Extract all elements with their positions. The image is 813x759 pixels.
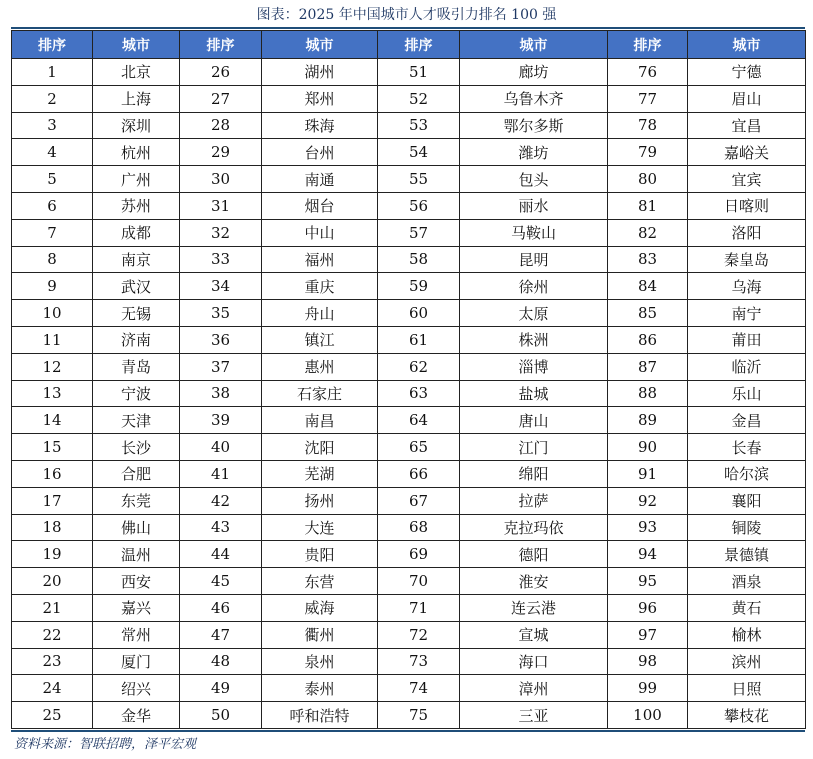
- city-cell: 哈尔滨: [688, 460, 806, 487]
- city-cell: 临沂: [688, 353, 806, 380]
- city-cell: 盐城: [460, 380, 608, 407]
- rank-cell: 35: [180, 300, 262, 327]
- header-city: 城市: [93, 31, 180, 59]
- table-row: [12, 702, 806, 729]
- city-cell: 南通: [262, 166, 378, 193]
- city-cell: 太原: [460, 300, 608, 327]
- header-city: 城市: [460, 31, 608, 59]
- rank-cell: 77: [608, 85, 688, 112]
- city-cell: 包头: [460, 166, 608, 193]
- rank-cell: 60: [378, 300, 460, 327]
- city-cell: 镇江: [262, 326, 378, 353]
- city-cell: 昆明: [460, 246, 608, 273]
- city-cell: 克拉玛依: [460, 514, 608, 541]
- city-cell: 青岛: [93, 353, 180, 380]
- rank-cell: 99: [608, 675, 688, 702]
- city-cell: 台州: [262, 139, 378, 166]
- city-cell: 温州: [93, 541, 180, 568]
- city-cell: 马鞍山: [460, 219, 608, 246]
- rank-cell: 84: [608, 273, 688, 300]
- rank-cell: 52: [378, 85, 460, 112]
- rank-cell: 24: [12, 675, 93, 702]
- rank-cell: 83: [608, 246, 688, 273]
- rank-cell: 91: [608, 460, 688, 487]
- rank-cell: 33: [180, 246, 262, 273]
- city-cell: 呼和浩特: [262, 702, 378, 729]
- table-row: [12, 246, 806, 273]
- table-row: [12, 434, 806, 461]
- city-cell: 淄博: [460, 353, 608, 380]
- city-cell: 杭州: [93, 139, 180, 166]
- table-row: [12, 460, 806, 487]
- city-cell: 石家庄: [262, 380, 378, 407]
- rank-cell: 42: [180, 487, 262, 514]
- rank-cell: 63: [378, 380, 460, 407]
- rank-cell: 55: [378, 166, 460, 193]
- city-cell: 江门: [460, 434, 608, 461]
- rank-cell: 50: [180, 702, 262, 729]
- table-row: [12, 407, 806, 434]
- rank-cell: 86: [608, 326, 688, 353]
- rank-cell: 37: [180, 353, 262, 380]
- rank-cell: 46: [180, 594, 262, 621]
- rank-cell: 74: [378, 675, 460, 702]
- city-cell: 宜宾: [688, 166, 806, 193]
- rank-cell: 26: [180, 59, 262, 86]
- bottom-rule: [11, 730, 805, 732]
- rank-cell: 73: [378, 648, 460, 675]
- rank-cell: 53: [378, 112, 460, 139]
- rank-cell: 89: [608, 407, 688, 434]
- rank-cell: 39: [180, 407, 262, 434]
- city-cell: 沈阳: [262, 434, 378, 461]
- rank-cell: 71: [378, 594, 460, 621]
- rank-cell: 88: [608, 380, 688, 407]
- rank-cell: 82: [608, 219, 688, 246]
- table-body: [12, 59, 806, 729]
- rank-cell: 9: [12, 273, 93, 300]
- rank-cell: 78: [608, 112, 688, 139]
- city-cell: 长沙: [93, 434, 180, 461]
- rank-cell: 79: [608, 139, 688, 166]
- table-row: [12, 85, 806, 112]
- rank-cell: 34: [180, 273, 262, 300]
- city-cell: 无锡: [93, 300, 180, 327]
- rank-cell: 40: [180, 434, 262, 461]
- table-row: [12, 139, 806, 166]
- city-cell: 秦皇岛: [688, 246, 806, 273]
- rank-cell: 94: [608, 541, 688, 568]
- rank-cell: 29: [180, 139, 262, 166]
- rank-cell: 15: [12, 434, 93, 461]
- rank-cell: 27: [180, 85, 262, 112]
- city-cell: 泉州: [262, 648, 378, 675]
- city-cell: 贵阳: [262, 541, 378, 568]
- rank-cell: 69: [378, 541, 460, 568]
- rank-cell: 80: [608, 166, 688, 193]
- rank-cell: 65: [378, 434, 460, 461]
- city-cell: 常州: [93, 621, 180, 648]
- rank-cell: 87: [608, 353, 688, 380]
- city-cell: 扬州: [262, 487, 378, 514]
- table-row: [12, 353, 806, 380]
- rank-cell: 67: [378, 487, 460, 514]
- rank-cell: 96: [608, 594, 688, 621]
- city-cell: 海口: [460, 648, 608, 675]
- city-cell: 绍兴: [93, 675, 180, 702]
- table-row: [12, 59, 806, 86]
- city-cell: 北京: [93, 59, 180, 86]
- city-cell: 威海: [262, 594, 378, 621]
- rank-cell: 76: [608, 59, 688, 86]
- city-cell: 厦门: [93, 648, 180, 675]
- city-cell: 西安: [93, 568, 180, 595]
- city-cell: 深圳: [93, 112, 180, 139]
- city-cell: 南昌: [262, 407, 378, 434]
- city-cell: 鄂尔多斯: [460, 112, 608, 139]
- table-title: 图表：2025 年中国城市人才吸引力排名 100 强: [256, 7, 557, 23]
- rank-cell: 30: [180, 166, 262, 193]
- city-cell: 珠海: [262, 112, 378, 139]
- rank-cell: 10: [12, 300, 93, 327]
- city-cell: 南宁: [688, 300, 806, 327]
- city-cell: 芜湖: [262, 460, 378, 487]
- rank-cell: 56: [378, 192, 460, 219]
- city-cell: 漳州: [460, 675, 608, 702]
- rank-cell: 38: [180, 380, 262, 407]
- city-cell: 济南: [93, 326, 180, 353]
- city-cell: 连云港: [460, 594, 608, 621]
- city-cell: 榆林: [688, 621, 806, 648]
- table-row: [12, 192, 806, 219]
- rank-cell: 59: [378, 273, 460, 300]
- rank-cell: 95: [608, 568, 688, 595]
- city-cell: 大连: [262, 514, 378, 541]
- city-cell: 惠州: [262, 353, 378, 380]
- city-cell: 东莞: [93, 487, 180, 514]
- city-cell: 武汉: [93, 273, 180, 300]
- rank-cell: 97: [608, 621, 688, 648]
- city-cell: 宜昌: [688, 112, 806, 139]
- rank-cell: 81: [608, 192, 688, 219]
- table-row: [12, 541, 806, 568]
- city-cell: 徐州: [460, 273, 608, 300]
- rank-cell: 32: [180, 219, 262, 246]
- city-cell: 南京: [93, 246, 180, 273]
- table-row: [12, 300, 806, 327]
- city-cell: 中山: [262, 219, 378, 246]
- city-cell: 金华: [93, 702, 180, 729]
- city-cell: 烟台: [262, 192, 378, 219]
- rank-cell: 48: [180, 648, 262, 675]
- table-row: [12, 166, 806, 193]
- city-cell: 佛山: [93, 514, 180, 541]
- table-row: [12, 568, 806, 595]
- rank-cell: 43: [180, 514, 262, 541]
- rank-cell: 49: [180, 675, 262, 702]
- header-rank: 排序: [12, 31, 93, 59]
- rank-cell: 18: [12, 514, 93, 541]
- city-cell: 泰州: [262, 675, 378, 702]
- rank-cell: 72: [378, 621, 460, 648]
- city-cell: 潍坊: [460, 139, 608, 166]
- city-cell: 长春: [688, 434, 806, 461]
- rank-cell: 36: [180, 326, 262, 353]
- table-row: [12, 219, 806, 246]
- table-row: [12, 621, 806, 648]
- rank-cell: 64: [378, 407, 460, 434]
- city-cell: 郑州: [262, 85, 378, 112]
- city-cell: 苏州: [93, 192, 180, 219]
- rank-cell: 13: [12, 380, 93, 407]
- table-row: [12, 380, 806, 407]
- rank-cell: 45: [180, 568, 262, 595]
- city-cell: 丽水: [460, 192, 608, 219]
- rank-cell: 54: [378, 139, 460, 166]
- city-cell: 乌鲁木齐: [460, 85, 608, 112]
- table-row: [12, 648, 806, 675]
- rank-cell: 5: [12, 166, 93, 193]
- rank-cell: 8: [12, 246, 93, 273]
- rank-cell: 31: [180, 192, 262, 219]
- city-cell: 廊坊: [460, 59, 608, 86]
- city-cell: 德阳: [460, 541, 608, 568]
- rank-cell: 70: [378, 568, 460, 595]
- rank-cell: 1: [12, 59, 93, 86]
- city-cell: 成都: [93, 219, 180, 246]
- rank-cell: 23: [12, 648, 93, 675]
- rank-cell: 21: [12, 594, 93, 621]
- city-cell: 淮安: [460, 568, 608, 595]
- city-cell: 重庆: [262, 273, 378, 300]
- rank-cell: 100: [608, 702, 688, 729]
- city-cell: 攀枝花: [688, 702, 806, 729]
- rank-cell: 62: [378, 353, 460, 380]
- top-rule: [11, 27, 805, 29]
- table-row: [12, 675, 806, 702]
- city-cell: 宁波: [93, 380, 180, 407]
- header-rank: 排序: [378, 31, 460, 59]
- header-city: 城市: [688, 31, 806, 59]
- rank-cell: 57: [378, 219, 460, 246]
- city-cell: 衢州: [262, 621, 378, 648]
- rank-cell: 25: [12, 702, 93, 729]
- city-cell: 拉萨: [460, 487, 608, 514]
- city-cell: 乐山: [688, 380, 806, 407]
- city-cell: 福州: [262, 246, 378, 273]
- rank-cell: 44: [180, 541, 262, 568]
- rank-cell: 41: [180, 460, 262, 487]
- table-row: [12, 594, 806, 621]
- rank-cell: 4: [12, 139, 93, 166]
- rank-cell: 28: [180, 112, 262, 139]
- rank-cell: 12: [12, 353, 93, 380]
- city-cell: 眉山: [688, 85, 806, 112]
- rank-cell: 16: [12, 460, 93, 487]
- city-cell: 铜陵: [688, 514, 806, 541]
- source-note: 资料来源：智联招聘，泽平宏观: [14, 737, 197, 752]
- city-cell: 合肥: [93, 460, 180, 487]
- city-cell: 乌海: [688, 273, 806, 300]
- rank-cell: 7: [12, 219, 93, 246]
- rank-cell: 66: [378, 460, 460, 487]
- city-cell: 洛阳: [688, 219, 806, 246]
- rank-cell: 51: [378, 59, 460, 86]
- table-row: [12, 112, 806, 139]
- rank-cell: 22: [12, 621, 93, 648]
- city-cell: 唐山: [460, 407, 608, 434]
- city-cell: 日照: [688, 675, 806, 702]
- city-cell: 嘉兴: [93, 594, 180, 621]
- city-cell: 广州: [93, 166, 180, 193]
- header-rank: 排序: [608, 31, 688, 59]
- rank-cell: 92: [608, 487, 688, 514]
- city-cell: 黄石: [688, 594, 806, 621]
- city-cell: 宣城: [460, 621, 608, 648]
- city-cell: 嘉峪关: [688, 139, 806, 166]
- rank-cell: 11: [12, 326, 93, 353]
- rank-cell: 75: [378, 702, 460, 729]
- rank-cell: 90: [608, 434, 688, 461]
- header-row: [12, 31, 806, 59]
- table-row: [12, 273, 806, 300]
- city-cell: 三亚: [460, 702, 608, 729]
- city-cell: 湖州: [262, 59, 378, 86]
- city-cell: 东营: [262, 568, 378, 595]
- rank-cell: 20: [12, 568, 93, 595]
- rank-cell: 93: [608, 514, 688, 541]
- rank-cell: 98: [608, 648, 688, 675]
- city-cell: 金昌: [688, 407, 806, 434]
- city-cell: 上海: [93, 85, 180, 112]
- city-cell: 襄阳: [688, 487, 806, 514]
- city-cell: 舟山: [262, 300, 378, 327]
- rank-cell: 85: [608, 300, 688, 327]
- ranking-table: [11, 30, 806, 729]
- table-row: [12, 487, 806, 514]
- rank-cell: 58: [378, 246, 460, 273]
- rank-cell: 3: [12, 112, 93, 139]
- city-cell: 滨州: [688, 648, 806, 675]
- city-cell: 酒泉: [688, 568, 806, 595]
- rank-cell: 2: [12, 85, 93, 112]
- city-cell: 绵阳: [460, 460, 608, 487]
- city-cell: 莆田: [688, 326, 806, 353]
- city-cell: 株洲: [460, 326, 608, 353]
- city-cell: 宁德: [688, 59, 806, 86]
- city-cell: 天津: [93, 407, 180, 434]
- city-cell: 日喀则: [688, 192, 806, 219]
- rank-cell: 14: [12, 407, 93, 434]
- rank-cell: 19: [12, 541, 93, 568]
- header-city: 城市: [262, 31, 378, 59]
- rank-cell: 6: [12, 192, 93, 219]
- header-rank: 排序: [180, 31, 262, 59]
- rank-cell: 17: [12, 487, 93, 514]
- city-cell: 景德镇: [688, 541, 806, 568]
- rank-cell: 47: [180, 621, 262, 648]
- table-row: [12, 514, 806, 541]
- table-row: [12, 326, 806, 353]
- rank-cell: 61: [378, 326, 460, 353]
- rank-cell: 68: [378, 514, 460, 541]
